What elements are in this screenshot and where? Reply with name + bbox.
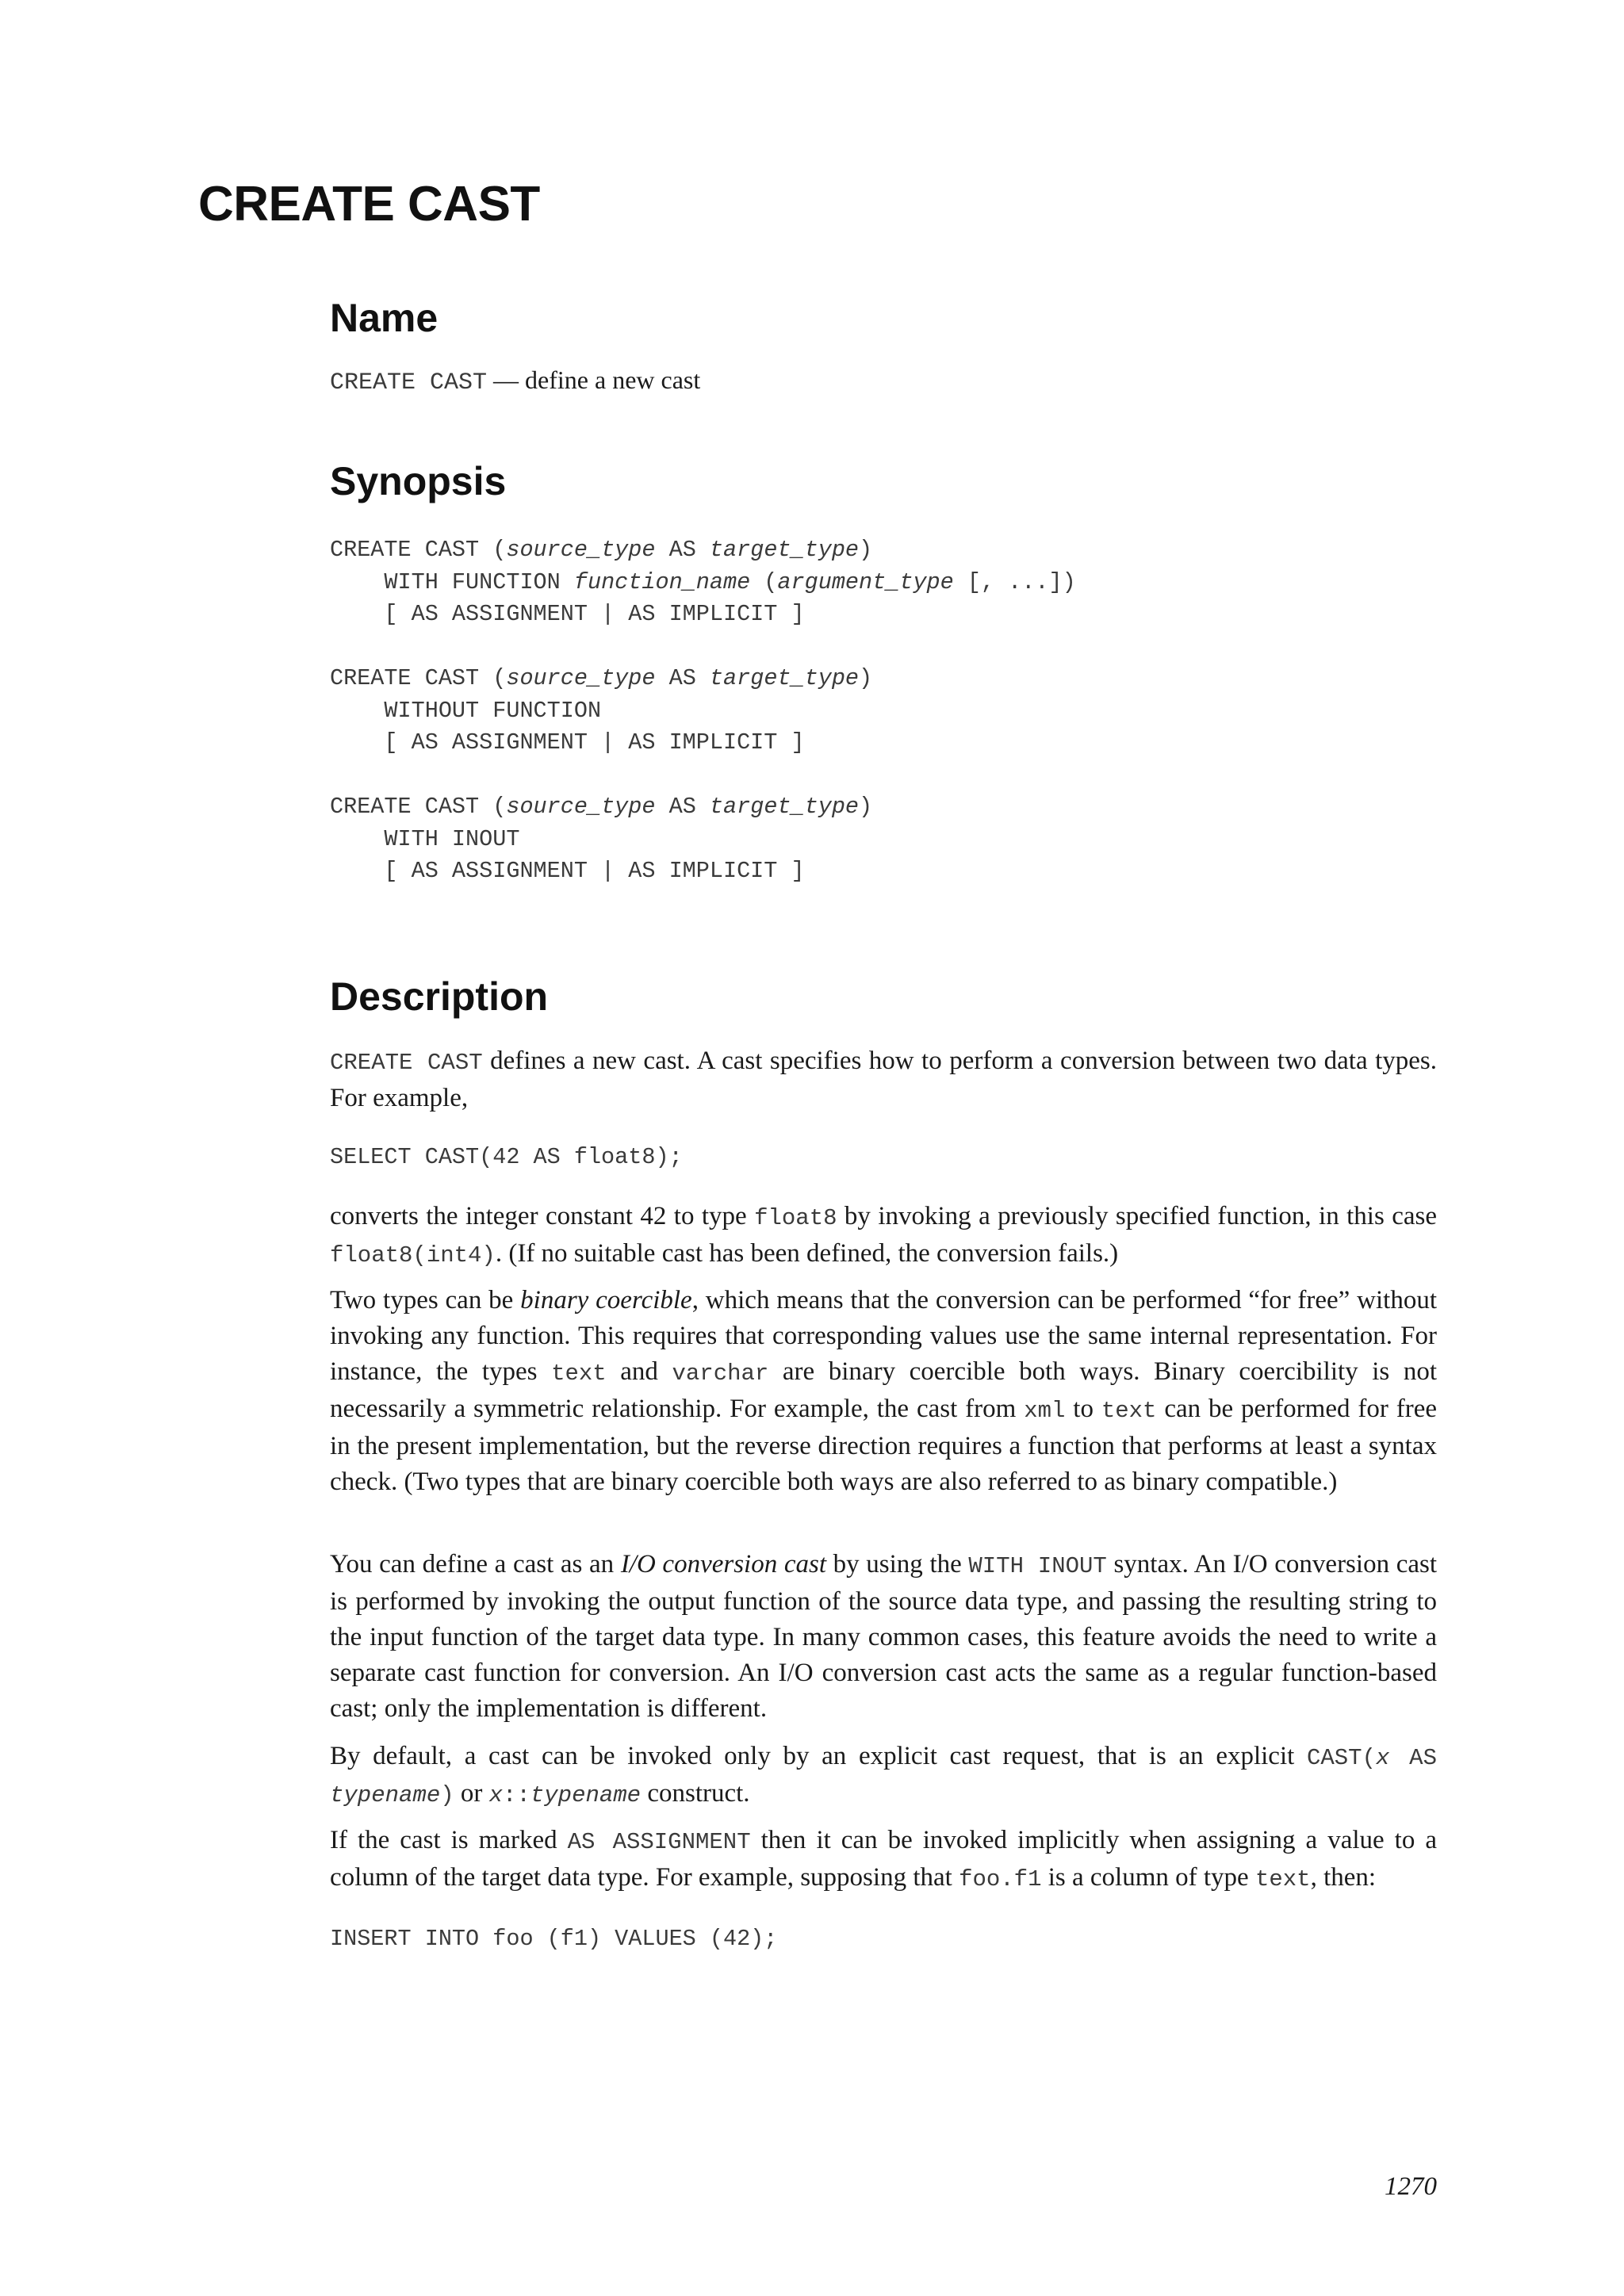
description-paragraph-4: You can define a cast as an I/O conversion cast by using the WITH INOUT syntax. An I/O conversion cast is performed by invoking the output function of the source data type, and passing the resulting string to the input function of the target data type. In many common cases, this feature avoids the need to write a separate cast function for conversion. An I/O conversion cast acts the same as a regular function-based cast; only the implementation is different.	[330, 1550, 1438, 1723]
name-heading: Name	[330, 296, 439, 340]
page-title: CREATE CAST	[198, 177, 540, 232]
name-description	[330, 363, 700, 400]
synopsis-heading: Synopsis	[330, 459, 507, 503]
description-paragraph-3: Two types can be binary coercible, which means that the conversion can be performed “for free” without invoking any function. This requires that corresponding values use the same internal representation. For instance, the types text and varchar are binary coercible both ways. Binary coercibility is not necessarily a symmetric relationship. For example, the cast from xml to text can be performed for free in the present implementation, but the reverse direction requires a function that performs at least a syntax check. (Two types that are binary coercible both ways are also referred to as binary compatible.)	[330, 1286, 1438, 1496]
synopsis-form-3: CREATE CAST (source_type AS target_type) WITH INOUT [ AS ASSIGNMENT | AS IMPLICIT ]	[330, 794, 873, 884]
synopsis-block	[330, 534, 1076, 888]
synopsis-form-1: CREATE CAST (source_type AS target_type) WITH FUNCTION function_name (argument_type [, ...]) [ AS ASSIGNMENT | AS IMPLICIT ]	[330, 537, 1076, 627]
description-paragraph-2: converts the integer constant 42 to type float8 by invoking a previously specified function, in this case float8(int4). (If no suitable cast has been defined, the conversion fails.)	[330, 1202, 1438, 1269]
name-command: CREATE CAST	[330, 369, 488, 396]
example-insert-into: INSERT INTO foo (f1) VALUES (42);	[330, 1926, 778, 1952]
page-number: 1270	[1385, 2172, 1437, 2201]
description-paragraph-1: CREATE CAST defines a new cast. A cast specifies how to perform a conversion between two data types. For example,	[330, 1047, 1437, 1112]
description-heading: Description	[330, 974, 549, 1019]
name-summary: — define a new cast	[493, 365, 701, 394]
synopsis-form-2: CREATE CAST (source_type AS target_type) WITHOUT FUNCTION [ AS ASSIGNMENT | AS IMPLICIT ]	[330, 665, 873, 756]
description-paragraph-6: If the cast is marked AS ASSIGNMENT then it can be invoked implicitly when assigning a value to a column of the target data type. For example, supposing that foo.f1 is a column of type text, then:	[330, 1826, 1437, 1892]
description-paragraph-5: By default, a cast can be invoked only by an explicit cast request, that is an explicit CAST(x AS typename) or x::typename construct.	[330, 1742, 1437, 1808]
example-select-cast: SELECT CAST(42 AS float8);	[330, 1144, 683, 1170]
